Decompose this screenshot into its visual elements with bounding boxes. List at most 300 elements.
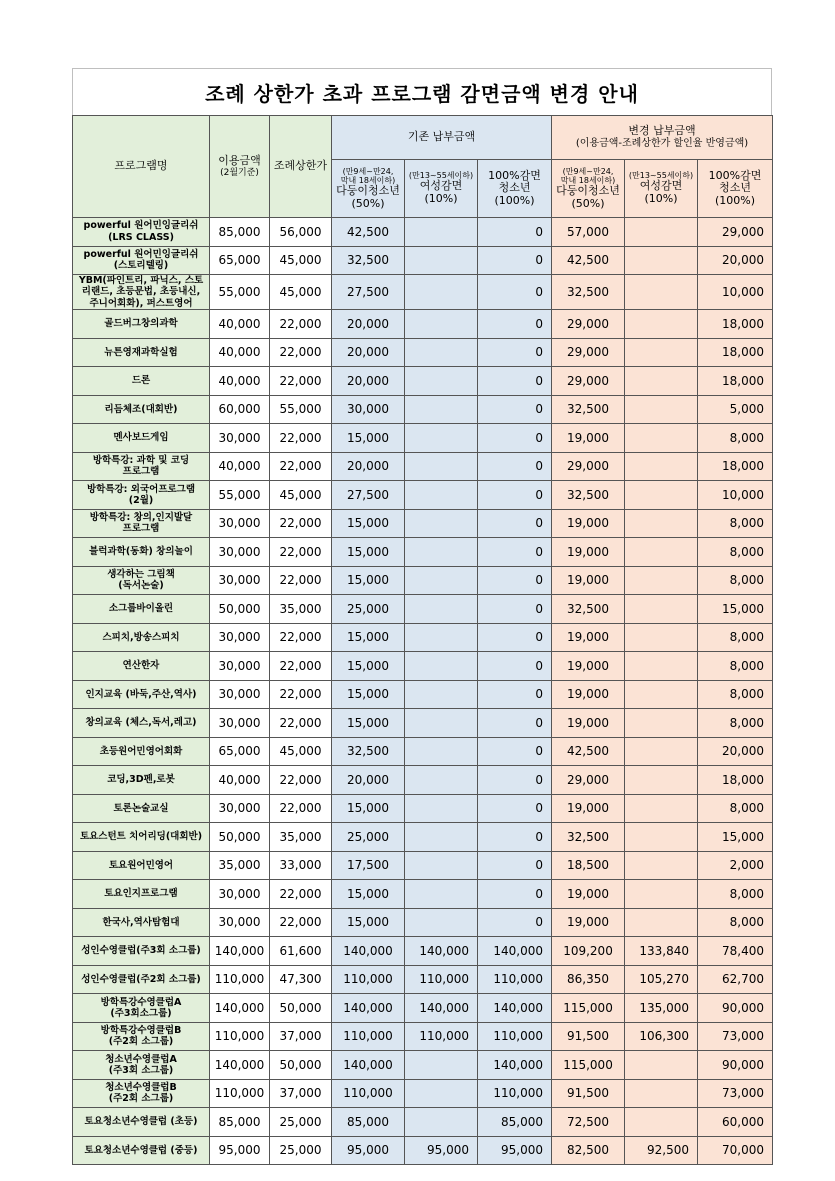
existing-multi-cell: 15,000 — [332, 652, 405, 681]
existing-women-cell — [405, 794, 478, 823]
changed-multi-cell: 29,000 — [552, 766, 625, 795]
existing-youth-cell: 0 — [478, 218, 552, 247]
table-row — [73, 1136, 773, 1165]
changed-youth-cell: 8,000 — [698, 566, 773, 595]
changed-women-cell — [625, 737, 698, 766]
program-name-cell: 초등원어민영어회화 — [73, 737, 210, 766]
changed-youth-cell: 8,000 — [698, 623, 773, 652]
existing-women-cell: 95,000 — [405, 1136, 478, 1165]
changed-youth-cell: 70,000 — [698, 1136, 773, 1165]
fee-cell: 85,000 — [210, 218, 270, 247]
program-name-cell: 인지교육 (바둑,주산,역사) — [73, 680, 210, 709]
table-row — [73, 737, 773, 766]
fee-cell: 35,000 — [210, 851, 270, 880]
changed-youth-cell: 15,000 — [698, 823, 773, 852]
changed-youth-cell: 60,000 — [698, 1108, 773, 1137]
fee-cell: 40,000 — [210, 310, 270, 339]
changed-youth-cell: 18,000 — [698, 338, 773, 367]
changed-women-cell — [625, 851, 698, 880]
cap-cell: 47,300 — [270, 965, 332, 994]
fee-cell: 140,000 — [210, 994, 270, 1023]
changed-youth-cell: 8,000 — [698, 509, 773, 538]
table-row — [73, 709, 773, 738]
changed-youth-cell: 8,000 — [698, 880, 773, 909]
changed-multi-cell: 91,500 — [552, 1022, 625, 1051]
fee-cell: 110,000 — [210, 965, 270, 994]
changed-multi-cell: 42,500 — [552, 737, 625, 766]
existing-women-cell — [405, 1051, 478, 1080]
existing-multi-cell: 15,000 — [332, 680, 405, 709]
changed-youth-cell: 18,000 — [698, 310, 773, 339]
existing-multi-cell: 110,000 — [332, 1079, 405, 1108]
fee-cell: 110,000 — [210, 1022, 270, 1051]
changed-youth-cell: 18,000 — [698, 452, 773, 481]
changed-multi-cell: 19,000 — [552, 538, 625, 567]
fee-cell: 50,000 — [210, 595, 270, 624]
fee-header: 이용금액 (2월기준) — [210, 116, 270, 218]
existing-multi-cell: 85,000 — [332, 1108, 405, 1137]
changed-multi-cell: 32,500 — [552, 275, 625, 310]
cap-cell: 22,000 — [270, 538, 332, 567]
fee-cell: 50,000 — [210, 823, 270, 852]
cap-header: 조례상한가 — [270, 116, 332, 218]
changed-women-cell — [625, 424, 698, 453]
program-name-cell: 토요스턴트 치어리딩(대회반) — [73, 823, 210, 852]
program-name-cell: 토론논술교실 — [73, 794, 210, 823]
changed-multi-cell: 29,000 — [552, 452, 625, 481]
fee-cell: 30,000 — [210, 880, 270, 909]
changed-women-cell: 135,000 — [625, 994, 698, 1023]
existing-youth-cell: 95,000 — [478, 1136, 552, 1165]
program-name-cell: 뉴튼영재과학실험 — [73, 338, 210, 367]
changed-youth-cell: 78,400 — [698, 937, 773, 966]
changed-women-cell — [625, 275, 698, 310]
changed-multi-cell: 57,000 — [552, 218, 625, 247]
existing-women-cell — [405, 275, 478, 310]
fee-cell: 30,000 — [210, 623, 270, 652]
changed-multi-cell: 32,500 — [552, 823, 625, 852]
existing-women-cell — [405, 680, 478, 709]
table-row — [73, 965, 773, 994]
program-name-cell: powerful 원어민잉글리쉬 (스토리텔링) — [73, 246, 210, 275]
changed-multi-cell: 19,000 — [552, 509, 625, 538]
changed-women-cell — [625, 246, 698, 275]
fee-cell: 40,000 — [210, 766, 270, 795]
changed-women-cell: 92,500 — [625, 1136, 698, 1165]
table-row — [73, 680, 773, 709]
fee-cell: 30,000 — [210, 538, 270, 567]
table-row — [73, 794, 773, 823]
changed-multi-cell: 18,500 — [552, 851, 625, 880]
changed-women-cell — [625, 595, 698, 624]
program-name-cell: 토요원어민영어 — [73, 851, 210, 880]
table-row — [73, 246, 773, 275]
existing-multi-cell: 20,000 — [332, 338, 405, 367]
changed-multi-cell: 42,500 — [552, 246, 625, 275]
cap-cell: 22,000 — [270, 908, 332, 937]
existing-women-cell — [405, 737, 478, 766]
existing-multi-cell: 20,000 — [332, 367, 405, 396]
changed-youth-cell: 8,000 — [698, 908, 773, 937]
table-row — [73, 481, 773, 510]
table-body — [73, 218, 773, 1165]
existing-multi-cell: 15,000 — [332, 566, 405, 595]
existing-women-cell: 110,000 — [405, 965, 478, 994]
changed-multi-cell: 86,350 — [552, 965, 625, 994]
table-row — [73, 1051, 773, 1080]
existing-youth-cell: 110,000 — [478, 1079, 552, 1108]
cap-cell: 25,000 — [270, 1108, 332, 1137]
existing-multi-cell: 140,000 — [332, 937, 405, 966]
changed-multi-header: (만9세~만24, 막내 18세이하) 다둥이청소년 (50%) — [552, 160, 625, 218]
table-row — [73, 1079, 773, 1108]
changed-women-cell — [625, 652, 698, 681]
changed-youth-cell: 73,000 — [698, 1022, 773, 1051]
existing-multi-cell: 15,000 — [332, 424, 405, 453]
table-row — [73, 766, 773, 795]
existing-multi-cell: 15,000 — [332, 794, 405, 823]
page-title: 조례 상한가 초과 프로그램 감면금액 변경 안내 — [72, 68, 772, 115]
changed-youth-cell: 90,000 — [698, 994, 773, 1023]
changed-women-cell — [625, 680, 698, 709]
fee-cell: 30,000 — [210, 680, 270, 709]
table-row — [73, 880, 773, 909]
existing-multi-header: (만9세~만24, 막내 18세이하) 다둥이청소년 (50%) — [332, 160, 405, 218]
existing-multi-cell: 25,000 — [332, 595, 405, 624]
table-row — [73, 452, 773, 481]
changed-women-cell — [625, 623, 698, 652]
changed-women-cell — [625, 538, 698, 567]
existing-youth-cell: 0 — [478, 367, 552, 396]
changed-women-cell — [625, 908, 698, 937]
existing-women-cell — [405, 595, 478, 624]
existing-women-cell — [405, 1079, 478, 1108]
changed-youth-cell: 8,000 — [698, 794, 773, 823]
existing-multi-cell: 15,000 — [332, 538, 405, 567]
program-name-cell: 성인수영클럽(주2회 소그룹) — [73, 965, 210, 994]
existing-youth-cell: 0 — [478, 709, 552, 738]
program-name-cell: 리듬체조(대회반) — [73, 395, 210, 424]
cap-cell: 22,000 — [270, 310, 332, 339]
existing-youth-cell: 0 — [478, 652, 552, 681]
changed-youth-cell: 29,000 — [698, 218, 773, 247]
changed-women-cell: 133,840 — [625, 937, 698, 966]
cap-cell: 45,000 — [270, 737, 332, 766]
fee-table — [72, 115, 773, 1165]
fee-cell: 65,000 — [210, 737, 270, 766]
cap-cell: 22,000 — [270, 424, 332, 453]
changed-youth-cell: 5,000 — [698, 395, 773, 424]
cap-cell: 56,000 — [270, 218, 332, 247]
existing-women-cell: 140,000 — [405, 937, 478, 966]
existing-women-cell — [405, 709, 478, 738]
cap-cell: 22,000 — [270, 367, 332, 396]
changed-women-cell: 105,270 — [625, 965, 698, 994]
existing-women-cell — [405, 338, 478, 367]
table-row — [73, 1108, 773, 1137]
changed-youth-cell: 62,700 — [698, 965, 773, 994]
fee-cell: 30,000 — [210, 424, 270, 453]
changed-women-cell — [625, 1079, 698, 1108]
changed-youth-header: 100%감면 청소년 (100%) — [698, 160, 773, 218]
cap-cell: 22,000 — [270, 452, 332, 481]
existing-multi-cell: 32,500 — [332, 246, 405, 275]
existing-multi-cell: 95,000 — [332, 1136, 405, 1165]
existing-youth-cell: 0 — [478, 310, 552, 339]
existing-women-cell: 140,000 — [405, 994, 478, 1023]
changed-women-cell — [625, 367, 698, 396]
existing-women-cell — [405, 766, 478, 795]
changed-women-cell — [625, 509, 698, 538]
existing-youth-cell: 110,000 — [478, 1022, 552, 1051]
existing-youth-cell: 140,000 — [478, 994, 552, 1023]
changed-women-cell — [625, 794, 698, 823]
existing-youth-cell: 0 — [478, 509, 552, 538]
existing-multi-cell: 15,000 — [332, 509, 405, 538]
program-name-cell: 블럭과학(동화) 창의놀이 — [73, 538, 210, 567]
changed-women-cell — [625, 1051, 698, 1080]
changed-multi-cell: 19,000 — [552, 908, 625, 937]
table-row — [73, 566, 773, 595]
table-row — [73, 937, 773, 966]
existing-multi-cell: 20,000 — [332, 452, 405, 481]
existing-youth-cell: 0 — [478, 766, 552, 795]
existing-women-header: (만13~55세이하) 여성감면 (10%) — [405, 160, 478, 218]
program-name-cell: 성인수영클럽(주3회 소그룹) — [73, 937, 210, 966]
program-name-cell: 토요청소년수영클럽 (중등) — [73, 1136, 210, 1165]
fee-cell: 30,000 — [210, 652, 270, 681]
changed-multi-cell: 19,000 — [552, 680, 625, 709]
existing-women-cell — [405, 652, 478, 681]
table-row — [73, 595, 773, 624]
fee-cell: 40,000 — [210, 452, 270, 481]
changed-youth-cell: 8,000 — [698, 709, 773, 738]
changed-women-cell — [625, 566, 698, 595]
cap-cell: 33,000 — [270, 851, 332, 880]
cap-cell: 22,000 — [270, 623, 332, 652]
table-row — [73, 395, 773, 424]
existing-youth-cell: 0 — [478, 737, 552, 766]
program-name-cell: 멘사보드게임 — [73, 424, 210, 453]
changed-youth-cell: 10,000 — [698, 481, 773, 510]
existing-multi-cell: 32,500 — [332, 737, 405, 766]
existing-multi-cell: 15,000 — [332, 908, 405, 937]
existing-women-cell — [405, 566, 478, 595]
existing-women-cell — [405, 1108, 478, 1137]
existing-multi-cell: 15,000 — [332, 709, 405, 738]
existing-youth-cell: 0 — [478, 246, 552, 275]
changed-multi-cell: 19,000 — [552, 623, 625, 652]
table-row — [73, 851, 773, 880]
table-row — [73, 623, 773, 652]
program-name-cell: 방학특강: 외국어프로그램 (2월) — [73, 481, 210, 510]
existing-multi-cell: 110,000 — [332, 965, 405, 994]
program-name-header: 프로그램명 — [73, 116, 210, 218]
fee-cell: 40,000 — [210, 367, 270, 396]
table-row — [73, 275, 773, 310]
existing-multi-cell: 110,000 — [332, 1022, 405, 1051]
fee-cell: 140,000 — [210, 937, 270, 966]
fee-cell: 55,000 — [210, 275, 270, 310]
existing-multi-cell: 140,000 — [332, 1051, 405, 1080]
existing-youth-cell: 0 — [478, 275, 552, 310]
fee-cell: 30,000 — [210, 709, 270, 738]
table-row — [73, 652, 773, 681]
cap-cell: 22,000 — [270, 766, 332, 795]
changed-multi-cell: 29,000 — [552, 367, 625, 396]
cap-cell: 50,000 — [270, 1051, 332, 1080]
existing-multi-cell: 20,000 — [332, 310, 405, 339]
cap-cell: 50,000 — [270, 994, 332, 1023]
existing-youth-cell: 0 — [478, 424, 552, 453]
changed-multi-cell: 19,000 — [552, 794, 625, 823]
changed-youth-cell: 73,000 — [698, 1079, 773, 1108]
cap-cell: 22,000 — [270, 880, 332, 909]
changed-women-header: (만13~55세이하) 여성감면 (10%) — [625, 160, 698, 218]
program-name-cell: 방학특강: 창의,인지발달 프로그램 — [73, 509, 210, 538]
program-name-cell: 생각하는 그림책 (독서논술) — [73, 566, 210, 595]
existing-youth-cell: 0 — [478, 538, 552, 567]
program-name-cell: 토요인지프로그램 — [73, 880, 210, 909]
existing-youth-cell: 0 — [478, 908, 552, 937]
fee-cell: 30,000 — [210, 566, 270, 595]
existing-women-cell — [405, 367, 478, 396]
table-row — [73, 310, 773, 339]
changed-youth-cell: 8,000 — [698, 424, 773, 453]
cap-cell: 25,000 — [270, 1136, 332, 1165]
existing-women-cell — [405, 481, 478, 510]
cap-cell: 22,000 — [270, 794, 332, 823]
program-name-cell: 토요청소년수영클럽 (초등) — [73, 1108, 210, 1137]
table-row — [73, 908, 773, 937]
changed-multi-cell: 32,500 — [552, 595, 625, 624]
existing-women-cell — [405, 310, 478, 339]
existing-women-cell — [405, 395, 478, 424]
existing-youth-cell: 0 — [478, 851, 552, 880]
changed-women-cell — [625, 338, 698, 367]
changed-youth-cell: 20,000 — [698, 737, 773, 766]
changed-multi-cell: 19,000 — [552, 566, 625, 595]
program-name-cell: 한국사,역사탐험대 — [73, 908, 210, 937]
fee-cell: 60,000 — [210, 395, 270, 424]
program-name-cell: 청소년수영클럽B (주2회 소그룹) — [73, 1079, 210, 1108]
notice-sheet — [72, 68, 772, 1165]
table-row — [73, 994, 773, 1023]
existing-multi-cell: 15,000 — [332, 623, 405, 652]
existing-youth-cell: 0 — [478, 481, 552, 510]
table-row — [73, 424, 773, 453]
table-row — [73, 823, 773, 852]
changed-youth-cell: 8,000 — [698, 652, 773, 681]
changed-women-cell: 106,300 — [625, 1022, 698, 1051]
changed-women-cell — [625, 880, 698, 909]
existing-youth-cell: 140,000 — [478, 937, 552, 966]
table-row — [73, 218, 773, 247]
table-row — [73, 367, 773, 396]
changed-youth-cell: 18,000 — [698, 367, 773, 396]
changed-multi-cell: 19,000 — [552, 424, 625, 453]
program-name-cell: 스피치,방송스피치 — [73, 623, 210, 652]
cap-cell: 22,000 — [270, 680, 332, 709]
table-row — [73, 1022, 773, 1051]
program-name-cell: 창의교육 (체스,독서,레고) — [73, 709, 210, 738]
program-name-cell: 소그룹바이올린 — [73, 595, 210, 624]
existing-women-cell — [405, 509, 478, 538]
changed-women-cell — [625, 766, 698, 795]
changed-multi-cell: 32,500 — [552, 395, 625, 424]
changed-women-cell — [625, 823, 698, 852]
existing-women-cell — [405, 424, 478, 453]
changed-women-cell — [625, 452, 698, 481]
program-name-cell: 코딩,3D펜,로봇 — [73, 766, 210, 795]
changed-multi-cell: 19,000 — [552, 880, 625, 909]
existing-multi-cell: 42,500 — [332, 218, 405, 247]
cap-cell: 45,000 — [270, 246, 332, 275]
existing-multi-cell: 17,500 — [332, 851, 405, 880]
existing-youth-cell: 0 — [478, 338, 552, 367]
changed-youth-cell: 8,000 — [698, 680, 773, 709]
program-name-cell: powerful 원어민잉글리쉬 (LRS CLASS) — [73, 218, 210, 247]
cap-cell: 55,000 — [270, 395, 332, 424]
changed-multi-cell: 29,000 — [552, 338, 625, 367]
changed-youth-cell: 10,000 — [698, 275, 773, 310]
changed-multi-cell: 115,000 — [552, 994, 625, 1023]
changed-youth-cell: 15,000 — [698, 595, 773, 624]
fee-cell: 55,000 — [210, 481, 270, 510]
changed-group-header: 변경 납부금액 (이용금액-조례상한가 할인율 반영금액) — [552, 116, 773, 160]
cap-cell: 35,000 — [270, 595, 332, 624]
changed-multi-cell: 115,000 — [552, 1051, 625, 1080]
existing-youth-cell: 0 — [478, 794, 552, 823]
program-name-cell: 청소년수영클럽A (주3회 소그룹) — [73, 1051, 210, 1080]
cap-cell: 61,600 — [270, 937, 332, 966]
existing-youth-cell: 0 — [478, 566, 552, 595]
changed-multi-cell: 72,500 — [552, 1108, 625, 1137]
fee-cell: 65,000 — [210, 246, 270, 275]
changed-women-cell — [625, 481, 698, 510]
fee-cell: 40,000 — [210, 338, 270, 367]
existing-youth-cell: 0 — [478, 823, 552, 852]
changed-women-cell — [625, 1108, 698, 1137]
fee-cell: 95,000 — [210, 1136, 270, 1165]
changed-youth-cell: 18,000 — [698, 766, 773, 795]
program-name-cell: 골드버그창의과학 — [73, 310, 210, 339]
existing-youth-cell: 0 — [478, 680, 552, 709]
existing-multi-cell: 27,500 — [332, 275, 405, 310]
existing-multi-cell: 27,500 — [332, 481, 405, 510]
changed-youth-cell: 90,000 — [698, 1051, 773, 1080]
existing-multi-cell: 20,000 — [332, 766, 405, 795]
existing-youth-cell: 0 — [478, 395, 552, 424]
existing-group-header: 기존 납부금액 — [332, 116, 552, 160]
existing-multi-cell: 15,000 — [332, 880, 405, 909]
program-name-cell: 방학특강: 과학 및 코딩 프로그램 — [73, 452, 210, 481]
existing-multi-cell: 30,000 — [332, 395, 405, 424]
cap-cell: 22,000 — [270, 652, 332, 681]
existing-youth-cell: 85,000 — [478, 1108, 552, 1137]
cap-cell: 45,000 — [270, 275, 332, 310]
fee-cell: 110,000 — [210, 1079, 270, 1108]
cap-cell: 45,000 — [270, 481, 332, 510]
changed-multi-cell: 109,200 — [552, 937, 625, 966]
fee-cell: 85,000 — [210, 1108, 270, 1137]
changed-women-cell — [625, 218, 698, 247]
existing-women-cell — [405, 908, 478, 937]
existing-women-cell — [405, 851, 478, 880]
cap-cell: 22,000 — [270, 338, 332, 367]
changed-multi-cell: 19,000 — [552, 709, 625, 738]
cap-cell: 22,000 — [270, 509, 332, 538]
